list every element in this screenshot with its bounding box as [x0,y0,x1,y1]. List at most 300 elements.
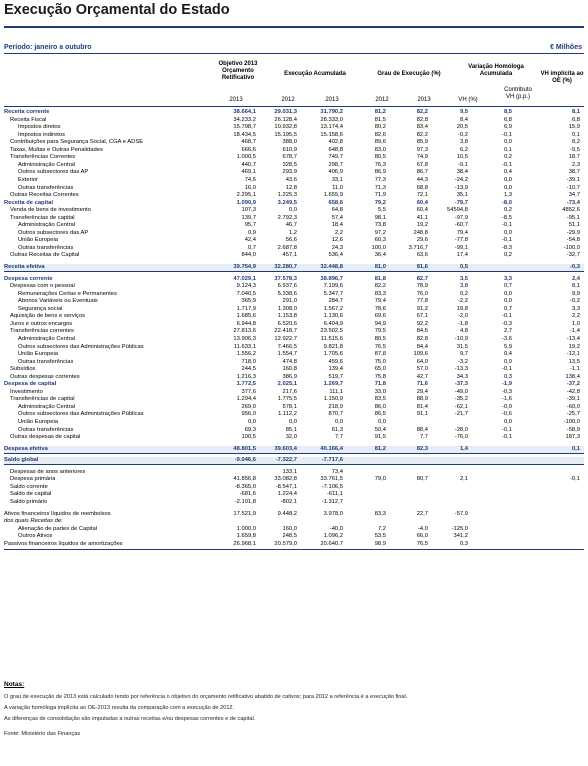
table-row [4,117,584,125]
table-row [4,336,584,344]
row-cell: 0,4 [503,351,512,358]
table-row [4,177,584,185]
row-cell: 6.944,8 [236,320,256,327]
row-cell: 67,1 [416,313,428,320]
row-cell: -8.547,1 [275,483,297,490]
row-label: Outras Receitas Correntes [10,192,79,199]
row-cell: 51,1 [568,222,580,229]
row-cell: 73,8 [374,222,386,229]
row-cell: 0,0 [288,419,297,425]
row-cell: 85,1 [285,426,297,433]
table-bottom-rule [4,549,584,550]
row-cell: 73,4 [331,468,343,475]
row-cell: 0,2 [503,207,512,214]
row-cell: 3,8 [459,283,468,290]
row-cell: 0,3 [459,540,468,547]
row-cell: 2,3 [571,161,580,168]
row-cell: 328,5 [282,161,297,168]
row-cell: 76,3 [374,161,386,168]
row-cell: 8,1 [571,109,580,115]
row-cell: 6,8 [503,116,512,123]
row-cell: -7.106,5 [321,483,343,490]
row-cell: 1.685,6 [236,313,256,320]
row-cell: -35,2 [454,396,468,403]
row-cell: 80,5 [374,335,386,342]
row-cell: 536,4 [328,252,343,259]
row-cell: -125,0 [451,525,468,532]
row-label: Passivos financeiros líquidos de amortizações [4,540,123,547]
row-label: Despesa corrente [4,275,53,282]
row-cell: 80,5 [374,154,386,161]
row-cell: 81,2 [374,445,386,452]
row-label: Administração Central [18,403,76,410]
row-cell: 56,6 [285,237,297,244]
row-cell: -0,3 [570,264,580,270]
table-row [4,298,584,306]
row-label: Outros subsectores das Administrações Públicas [18,343,144,350]
row-cell: 71,6 [416,381,428,388]
table-row [4,313,584,321]
row-cell: 32.280,7 [274,264,297,270]
table-row [4,222,584,230]
row-cell: 76,5 [374,343,386,350]
row-cell: 293,9 [282,169,297,176]
row-cell: 69,3 [244,426,256,433]
row-cell: 18,4 [331,222,343,229]
row-cell: -62,1 [454,403,468,410]
row-cell: -49,0 [454,388,468,395]
row-cell: 71,8 [374,381,386,388]
row-divider [4,464,584,465]
row-cell: 74,6 [244,176,256,183]
header-degree: Grau de Execução (%) [377,71,441,77]
row-cell: 79,2 [374,199,386,206]
row-cell: 678,7 [282,154,297,161]
row-cell: 7.040,5 [236,290,256,297]
row-cell: 0,4 [503,169,512,176]
row-cell: -611,1 [326,491,343,498]
row-label: Despesas de anos anteriores [10,468,86,475]
row-cell: -58,9 [566,426,580,433]
row-cell: 291,0 [282,298,297,305]
row-cell: 0,7 [503,283,512,290]
row-cell: 75,8 [374,373,386,380]
row-cell: -77,8 [454,237,468,244]
row-cell: 97,3 [416,146,428,153]
row-cell: 15,9 [568,124,580,131]
row-cell: 870,7 [328,411,343,418]
row-cell: 86,7 [416,169,428,176]
row-cell: 6,8 [571,116,580,123]
row-label: Administração Central [18,335,76,342]
row-cell: -13,4 [566,335,580,342]
row-cell: -7.717,6 [321,457,343,464]
row-cell: 1.772,5 [236,381,256,388]
row-cell: 100,5 [241,434,256,441]
row-cell: 6,2 [459,146,468,153]
row-cell: 1,2 [288,229,297,236]
row-cell: 218,9 [328,403,343,410]
row-cell: 88,4 [416,426,428,433]
row-cell: 82,3 [416,445,428,452]
row-cell: 0,0 [377,419,386,425]
column-header-divider [4,106,584,107]
row-cell: 0,0 [503,419,512,425]
row-cell: 0,0 [503,298,512,305]
row-cell: 86,9 [374,169,386,176]
row-cell: -39,1 [566,396,580,403]
row-cell: 7.199,6 [323,283,343,290]
table-row [4,237,584,245]
row-cell: 0,1 [503,146,512,153]
row-cell: 81,5 [374,116,386,123]
row-cell: 187,3 [565,434,580,441]
row-cell: 98,1 [374,214,386,221]
row-cell: 65,0 [374,366,386,373]
row-cell: 1.216,3 [236,373,256,380]
row-label: Outras despesas correntes [10,373,80,380]
row-cell: 3,5 [459,275,468,282]
table-row [4,351,584,359]
row-cell: -12,1 [566,351,580,358]
row-cell: 78,9 [416,283,428,290]
row-cell: 1.000,0 [236,525,256,532]
table-row [4,427,584,435]
row-cell: 1.225,3 [277,192,297,199]
row-cell: -1,9 [502,381,512,388]
row-cell: -7.322,7 [275,457,297,464]
row-cell: 41,1 [416,214,428,221]
row-cell: -4,0 [418,525,428,532]
row-label: Contribuições para Segurança Social, CGA e ADSE [10,139,144,146]
row-cell: 57,0 [416,366,428,373]
row-cell: -39,1 [566,176,580,183]
row-cell: 34.233,2 [233,116,256,123]
table-row [4,381,584,389]
row-cell: 1,4 [459,445,468,452]
row-label: União Europeia [18,419,58,425]
row-cell: 26.968,1 [233,540,256,547]
table-row [4,389,584,397]
row-cell: 5,5 [377,207,386,214]
row-cell: -2,2 [458,298,468,305]
row-cell: 79,0 [374,476,386,483]
row-cell: 67,8 [416,161,428,168]
row-cell: 474,8 [282,358,297,365]
row-cell: 92,2 [416,320,428,327]
row-label: Receita de capital [4,199,53,206]
row-cell: 1.567,2 [323,305,343,312]
row-label: Segurança social [18,305,63,312]
row-cell: 469,1 [241,169,256,176]
row-cell: 42,4 [244,237,256,244]
row-cell: -13,9 [454,184,468,191]
table-row [4,484,584,492]
row-cell: 0,7 [503,305,512,312]
row-cell: 0,2 [503,252,512,259]
row-cell: 79,4 [374,298,386,305]
row-cell: 3.249,5 [277,199,297,206]
header-divider [4,53,584,54]
row-cell: 18.434,5 [233,131,256,138]
row-cell: 80,2 [374,124,386,131]
row-cell: -0,3 [502,388,512,395]
row-cell: 406,9 [328,169,343,176]
header-implied-vh: VH implícita ao OE (%) [540,71,584,84]
row-cell: 298,7 [328,161,343,168]
units-label: € Milhões [550,44,582,51]
row-cell: 43,6 [285,176,297,183]
row-cell: 13.906,3 [233,335,256,342]
header-execution: Execução Acumulada [284,71,346,77]
row-cell: 468,7 [241,139,256,146]
row-cell: 0,0 [503,176,512,183]
row-cell: 84,5 [416,328,428,335]
row-label: Outros subsectores das Administrações Públicas [18,411,144,418]
row-cell: 1.153,8 [277,313,297,320]
row-cell: 15.158,6 [320,131,343,138]
row-cell: 60,4 [416,199,428,206]
row-label: Saldo primário [10,498,48,505]
row-cell: 139,7 [241,214,256,221]
row-cell: 81,6 [416,264,428,270]
row-cell: 38.664,1 [233,109,256,115]
row-cell: -9.046,6 [234,457,256,464]
row-label: Receita Fiscal [10,116,47,123]
table-row [4,124,584,132]
notes-title: Notas: [4,681,25,688]
row-label: Subsídios [10,366,36,373]
row-cell: -0,2 [458,131,468,138]
row-cell: 1.090,9 [236,199,256,206]
row-cell: 19,8 [456,305,468,312]
row-cell: -0,9 [502,403,512,410]
row-label: Transferências de capital [10,396,75,403]
row-cell: 95,7 [244,222,256,229]
table-row [4,404,584,412]
row-cell: 82,6 [374,131,386,138]
row-cell: 1.150,9 [323,396,343,403]
row-cell: 20.640,7 [320,540,343,547]
row-cell: -0,1 [570,476,580,483]
row-cell: 1.112,2 [278,411,297,418]
row-label: Outras despesas de capital [10,434,81,441]
row-cell: -37,3 [454,381,468,388]
row-cell: 0,0 [247,419,256,425]
row-cell: 37.578,3 [274,275,297,282]
row-cell: 1.775,5 [277,396,297,403]
row-cell: -0,1 [502,426,512,433]
row-label: Transferências de capital [10,214,75,221]
row-cell: 83,5 [374,396,386,403]
row-cell: 519,7 [328,373,343,380]
row-cell: 1.659,8 [236,533,256,540]
row-cell: 0,2 [459,290,468,297]
row-cell: 33.761,5 [320,476,343,483]
row-cell: 98,9 [374,540,386,547]
row-cell: 24,3 [331,244,343,251]
row-cell: 0,7 [247,244,256,251]
row-cell: -21,7 [454,411,468,418]
row-cell: 440,7 [241,161,256,168]
row-label: Transferências Correntes [10,154,76,161]
table-row [4,230,584,238]
row-cell: 3,3 [571,305,580,312]
row-cell: -28,0 [454,426,468,433]
row-cell: 34,3 [456,373,468,380]
row-cell: 12,6 [331,237,343,244]
row-cell: 11.633,1 [233,343,256,350]
row-cell: 1.308,0 [277,305,297,312]
row-cell: 91,2 [416,305,428,312]
row-cell: 1.705,6 [323,351,343,358]
row-cell: -99,1 [454,244,468,251]
row-cell: -802,1 [280,498,297,505]
row-cell: 8,2 [571,139,580,146]
row-cell: 76,0 [416,290,428,297]
row-label: Saldo global [4,457,39,464]
table-row [4,291,584,299]
row-cell: 77,8 [416,298,428,305]
row-cell: 0,3 [503,373,512,380]
row-label: Outras Receitas de Capital [10,252,80,259]
row-cell: -2,0 [458,313,468,320]
row-cell: 26.128,4 [274,116,297,123]
row-cell: 5,9 [503,343,512,350]
row-cell: 0,0 [334,419,343,425]
row-cell: 11.515,6 [320,335,343,342]
row-cell: -2.101,8 [234,498,256,505]
row-cell: 10,5 [456,154,468,161]
table-row [4,139,584,147]
row-label: dos quais Receitas de: [4,518,63,525]
row-divider [4,271,584,272]
row-cell: 3,8 [459,139,468,146]
row-cell: 956,0 [241,411,256,418]
header-yoy: Variação Homóloga Acumulada [468,64,524,77]
row-cell: 83,3 [374,290,386,297]
year-2012-degree: 2012 [375,97,389,103]
row-cell: 109,6 [413,351,428,358]
row-cell: 84,4 [416,343,428,350]
table-row [4,533,584,541]
table-row [4,419,584,427]
row-cell: 341,2 [453,533,468,540]
row-cell: 0,9 [247,229,256,236]
row-cell: 5.338,6 [277,290,297,297]
row-cell: 578,1 [282,403,297,410]
row-cell: 1.224,4 [277,491,297,498]
row-cell: 365,9 [241,298,256,305]
period-label: Período: janeiro a outubro [4,44,92,51]
row-cell: 17.521,9 [233,510,256,517]
row-cell: 2,2 [334,229,343,236]
row-cell: 6.404,9 [323,320,343,327]
row-cell: 79,4 [456,229,468,236]
row-cell: 78,6 [374,305,386,312]
row-cell: 91,1 [416,411,428,418]
row-cell: 46,7 [285,222,297,229]
row-label: Outros Ativos [18,533,53,540]
row-cell: 248,5 [282,533,297,540]
header-contribution: Contributo VH (p.p.) [504,87,532,100]
row-cell: 15.195,5 [274,131,297,138]
row-cell: 28.333,0 [320,116,343,123]
row-cell: -0,3 [502,320,512,327]
row-cell: 2,1 [459,476,468,483]
row-cell: 80,7 [416,476,428,483]
table-row [4,359,584,367]
row-label: Receita corrente [4,109,50,115]
note-2: A variação homóloga implícita ao OE-2013 resulta da comparação com a execução de 2012. [4,705,235,711]
title-divider [4,26,584,28]
row-cell: 1.096,2 [323,533,343,540]
row-cell: 2,2 [571,313,580,320]
row-cell: 32,0 [285,434,297,441]
row-cell: -1,8 [458,320,468,327]
row-cell: 749,7 [328,154,343,161]
year-2013-degree: 2013 [417,97,431,103]
table-row [4,328,584,336]
row-cell: 111,1 [329,388,343,395]
row-cell: 31,5 [456,343,468,350]
year-2013-exec: 2013 [325,97,339,103]
table-row [4,344,584,352]
row-cell: 377,6 [241,388,256,395]
header-objective: Objetivo 2013 Orçamento Retificativo [218,61,258,81]
row-cell: 44,3 [416,176,428,183]
row-label: Venda de bens de investimento [10,207,91,214]
row-cell: -1,6 [502,396,512,403]
row-cell: -0,1 [502,131,512,138]
row-label: Administração Central [18,222,76,229]
row-cell: 1.554,7 [277,351,297,358]
table-row [4,283,584,291]
row-cell: 81,8 [374,275,386,282]
table-row [4,306,584,314]
row-cell: 82,8 [416,116,428,123]
row-cell: 8,4 [459,116,468,123]
table-row [4,207,584,215]
year-2012-exec: 2012 [281,97,295,103]
row-cell: 66,0 [416,533,428,540]
row-label: Outras transferências [18,184,74,191]
table-row [4,541,584,549]
row-cell: 0,1 [571,445,580,452]
row-cell: 60,4 [416,207,428,214]
row-cell: 10.932,8 [274,124,297,131]
row-cell: 133,1 [282,468,297,475]
row-cell: 6.937,6 [277,283,297,290]
table-row [4,245,584,253]
table-row [4,200,584,208]
row-cell: 83,0 [374,146,386,153]
row-cell: -8,0 [502,199,512,206]
row-cell: -57,9 [454,510,468,517]
row-cell: 2.295,1 [236,192,256,199]
row-label: Outros subsectores das AP [18,169,89,176]
row-cell: -0,1 [502,161,512,168]
row-cell: 29.031,3 [274,109,297,115]
row-cell: 40.166,4 [320,445,343,452]
table-row [4,526,584,534]
row-cell: 69,6 [374,313,386,320]
row-cell: 57,4 [331,214,343,221]
row-cell: 33.082,8 [274,476,297,483]
row-cell: 7,7 [419,434,428,441]
row-cell: 100,0 [371,244,386,251]
row-cell: 244,5 [241,366,256,373]
